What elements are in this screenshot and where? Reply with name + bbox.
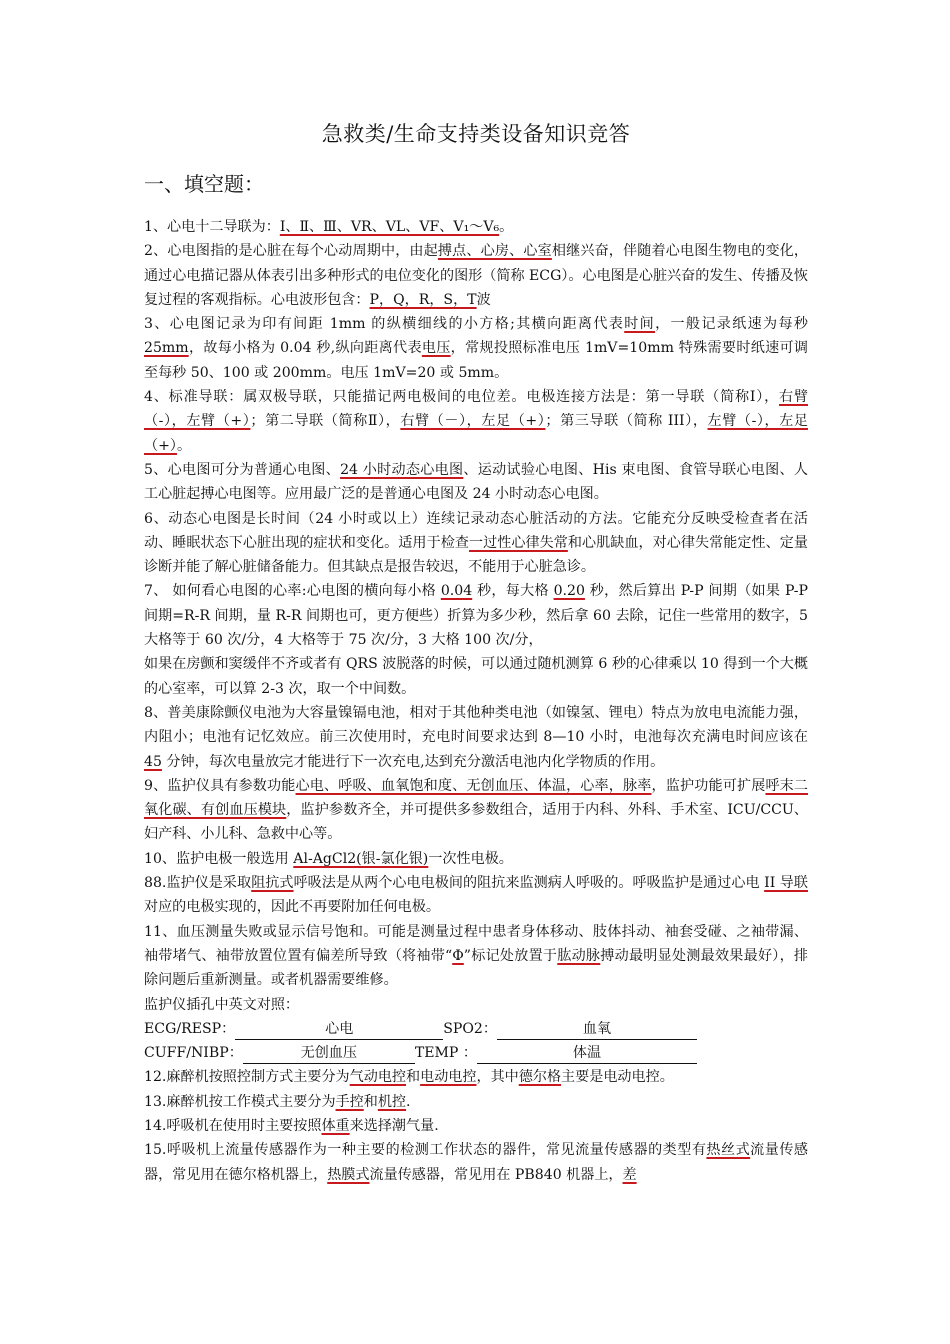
question-paragraph bbox=[144, 1090, 808, 1114]
question-text: 4、标准导联：属双极导联，只能描记两电极间的电位差。电极连接方法是：第一导联（简称Ⅰ）， bbox=[144, 389, 779, 406]
question-text: 9、监护仪具有参数功能 bbox=[144, 777, 296, 794]
socket-row-1 bbox=[144, 1017, 808, 1041]
socket-row-2 bbox=[144, 1041, 808, 1065]
question-text: 。 bbox=[499, 219, 514, 235]
section-heading: 一、填空题： bbox=[144, 172, 264, 196]
question-text: 流量传感器，常见用在德尔格机器上， bbox=[144, 1142, 808, 1183]
temp-value: 体温 bbox=[477, 1043, 697, 1064]
answer-text: Ⅰ、Ⅱ、Ⅲ、VR、VL、VF、V₁～V₆ bbox=[279, 219, 500, 235]
question-paragraph bbox=[144, 507, 808, 580]
question-text: 波 bbox=[476, 291, 491, 308]
question-text: ；第二导联（简称Ⅱ）， bbox=[250, 413, 401, 430]
cuff-value: 无创血压 bbox=[243, 1043, 415, 1064]
question-paragraph bbox=[144, 385, 808, 458]
question-text: 7、 如何看心电图的心率:心电图的横向每小格 bbox=[144, 583, 441, 600]
question-text: ，监护功能可扩展 bbox=[651, 777, 766, 794]
question-text: 88.监护仪是采取 bbox=[144, 875, 252, 892]
question-text: 、运动试验心电图、His 束电图、食管导联心电图、人工心脏起搏心电图等。应用最广泛的是普通心电图及 24 小时动态心电图。 bbox=[144, 461, 808, 503]
question-text: 相继兴奋，伴随着心电图生物电的变化，通过心电描记器从体表引出多种形式的电位变化的图形（简称 ECG）。心电图是心脏兴奋的发生、传播及恢复过程的客观指标。心电波形包含： bbox=[144, 243, 809, 308]
question-text: 11、血压测量失败或显示信号饱和。可能是测量过程中患者身体移动、肢体抖动、袖套受碰、之袖带漏、袖带堵气、袖带放置位置有偏差所导致（将袖带“ bbox=[144, 923, 808, 964]
answer-text: 25mm bbox=[144, 340, 189, 357]
question-text: ，其中 bbox=[476, 1069, 519, 1086]
question-text: 来选择潮气量. bbox=[349, 1117, 439, 1134]
question-text: . bbox=[406, 1093, 411, 1110]
question-text: ，一般记录纸速为每秒 bbox=[655, 316, 809, 333]
question-text: 14.呼吸机在使用时主要按照 bbox=[144, 1117, 322, 1134]
answer-text: 一过性心律失常 bbox=[468, 534, 568, 551]
answer-text: 时间 bbox=[624, 316, 656, 333]
answer-text: 45 bbox=[144, 753, 162, 770]
question-text: 3、心电图记录为印有间距 1mm 的纵横细线的小方格;其横向距离代表 bbox=[144, 316, 625, 333]
answer-text: 热膜式 bbox=[327, 1166, 370, 1183]
question-paragraph bbox=[144, 652, 808, 701]
question-text: 秒，每大格 bbox=[472, 583, 554, 600]
question-text: ，常规投照标准电压 1mV=10mm 特殊需要时纸速可调至每秒 50、100 或 200mm。电压 1mV=20 或 5mm。 bbox=[144, 340, 808, 381]
question-paragraph bbox=[144, 215, 808, 239]
answer-text: 肱动脉 bbox=[557, 947, 601, 964]
ecg-label: ECG/RESP： bbox=[144, 1020, 236, 1037]
ecg-value: 心电 bbox=[235, 1019, 443, 1040]
answer-text: Φ bbox=[452, 947, 464, 964]
question-text: 13.麻醉机按工作模式主要分为 bbox=[144, 1093, 336, 1110]
question-text: ，监护参数齐全，并可提供多参数组合，适用于内科、外科、手术室、ICU/CCU、妇产科、小儿科、急救中心等。 bbox=[144, 802, 808, 843]
question-paragraph bbox=[144, 1138, 808, 1187]
question-text: 分钟，每次电量放完才能进行下一次充电,达到充分激活电池内化学物质的作用。 bbox=[161, 753, 665, 770]
question-text: 呼吸法是从两个心电电极间的阻抗来监测病人呼吸的。呼吸监护是通过心电 bbox=[293, 875, 765, 892]
question-paragraph bbox=[144, 847, 808, 871]
question-paragraph bbox=[144, 458, 808, 507]
question-paragraph bbox=[144, 312, 808, 385]
answer-text: 呼末二氧化碳、有创血压模块 bbox=[144, 777, 809, 819]
question-text: 8、普美康除颤仪电池为大容量镍镉电池，相对于其他种类电池（如镍氢、锂电）特点为放电电流能力强，内阻小；电池有记忆效应。前三次使用时，充电时间要求达到 8—10 小时，电池每次充满电时间应该在 bbox=[144, 704, 808, 746]
answer-text: 右臂（－），左足（+） bbox=[400, 413, 546, 430]
answer-text: 差 bbox=[622, 1166, 637, 1183]
spo2-value: 血氧 bbox=[497, 1019, 697, 1040]
question-text: 5、心电图可分为普通心电图、 bbox=[144, 461, 341, 478]
answer-text: 气动电控 bbox=[349, 1069, 407, 1086]
answer-text: 德尔格 bbox=[518, 1069, 562, 1086]
temp-label: TEMP ： bbox=[414, 1045, 477, 1062]
question-text: 6、动态心电图是长时间（24 小时或以上）连续记录动态心脏活动的方法。它能充分反映受检查者在活动、睡眠状态下心脏出现的症状和变化。适用于检查 bbox=[144, 510, 808, 551]
answer-text: Al-AgCl2(银-氯化银) bbox=[293, 850, 429, 867]
answer-text: 机控 bbox=[377, 1093, 407, 1110]
question-paragraph bbox=[144, 239, 808, 312]
spo2-label: SPO2： bbox=[443, 1020, 497, 1037]
answer-text: 电动电控 bbox=[420, 1069, 477, 1086]
answer-text: 左臂（-），左足（+） bbox=[144, 413, 808, 454]
question-text: 一次性电极。 bbox=[428, 850, 513, 867]
question-text: 主要是电动电控。 bbox=[561, 1069, 674, 1086]
question-text: 1、心电十二导联为： bbox=[144, 219, 280, 235]
answer-text: 电压 bbox=[421, 340, 451, 357]
question-list-2 bbox=[144, 1065, 808, 1186]
answer-text: 手控 bbox=[335, 1093, 364, 1110]
question-text: 2、心电图指的是心脏在每个心动周期中，由起 bbox=[144, 243, 438, 260]
question-text: ”标记处放置于 bbox=[463, 947, 558, 964]
socket-table bbox=[144, 1017, 808, 1066]
question-text: 如果在房颤和窦缓伴不齐或者有 QRS 波脱落的时候，可以通过随机测算 6 秒的心律乘以 10 得到一个大概的心室率，可以算 2-3 次，取一个中间数。 bbox=[144, 656, 808, 697]
question-text: 。 bbox=[176, 437, 192, 454]
question-text: 监护仪插孔中英文对照： bbox=[144, 996, 300, 1013]
question-paragraph bbox=[144, 993, 808, 1017]
answer-text: 阻抗式 bbox=[251, 875, 294, 892]
document-page bbox=[144, 118, 808, 1187]
question-text: 秒，然后算出 P-P 间期（如果 P-P 间期=R-R 间期，量 R-R 间期也可，更方便些）折算为多少秒，然后拿 60 去除，记住一些常用的数字，5 大格等于 60 次/分，4 大格等于 75 次/分，3 大格 100 次/分， bbox=[144, 583, 808, 649]
answer-text: II 导联 bbox=[764, 875, 809, 892]
question-paragraph bbox=[144, 871, 808, 920]
question-list bbox=[144, 215, 808, 1017]
question-text: 对应的电极实现的，因此不再要附加任何电极。 bbox=[144, 899, 440, 916]
answer-text: 0.04 bbox=[440, 583, 473, 600]
question-paragraph bbox=[144, 701, 808, 774]
question-text: 流量传感器，常见用在 PB840 机器上， bbox=[369, 1166, 623, 1183]
question-paragraph bbox=[144, 920, 808, 993]
question-paragraph bbox=[144, 1114, 808, 1138]
question-paragraph bbox=[144, 1065, 808, 1089]
question-paragraph bbox=[144, 774, 808, 847]
answer-text: 心电、呼吸、血氧饱和度、无创血压、体温，心率，脉率 bbox=[295, 777, 652, 794]
question-text: 和心肌缺血，对心律失常能定性、定量诊断并能了解心脏储备能力。但其缺点是报告较迟，不能用于心脏急诊。 bbox=[144, 534, 809, 576]
answer-text: 24 小时动态心电图 bbox=[340, 461, 464, 478]
question-text: 和 bbox=[363, 1093, 378, 1110]
answer-text: P，Q，R，S，T bbox=[369, 291, 477, 308]
question-text: 15.呼吸机上流量传感器作为一种主要的检测工作状态的器件，常见流量传感器的类型有 bbox=[144, 1142, 707, 1159]
answer-text: 热丝式 bbox=[706, 1142, 751, 1159]
answer-text: 0.20 bbox=[553, 583, 585, 600]
question-paragraph bbox=[144, 579, 808, 652]
question-text: 和 bbox=[406, 1069, 421, 1086]
answer-text: 体重 bbox=[321, 1117, 350, 1134]
question-text: 12.麻醉机按照控制方式主要分为 bbox=[144, 1069, 350, 1086]
question-text: 10、监护电极一般选用 bbox=[144, 850, 294, 867]
question-text: ，故每小格为 0.04 秒,纵向距离代表 bbox=[188, 340, 422, 357]
document-title: 急救类/生命支持类设备知识竞答 bbox=[321, 122, 631, 146]
cuff-label: CUFF/NIBP： bbox=[144, 1045, 243, 1062]
answer-text: 搏点、心房、心室 bbox=[437, 243, 552, 260]
question-text: 搏动最明显处测最效果最好），排除问题后重新测量。或者机器需要维修。 bbox=[144, 947, 809, 989]
answer-text: 右臂（-），左臂（+） bbox=[144, 389, 808, 430]
question-text: ；第三导联（简称 III）， bbox=[545, 413, 708, 430]
